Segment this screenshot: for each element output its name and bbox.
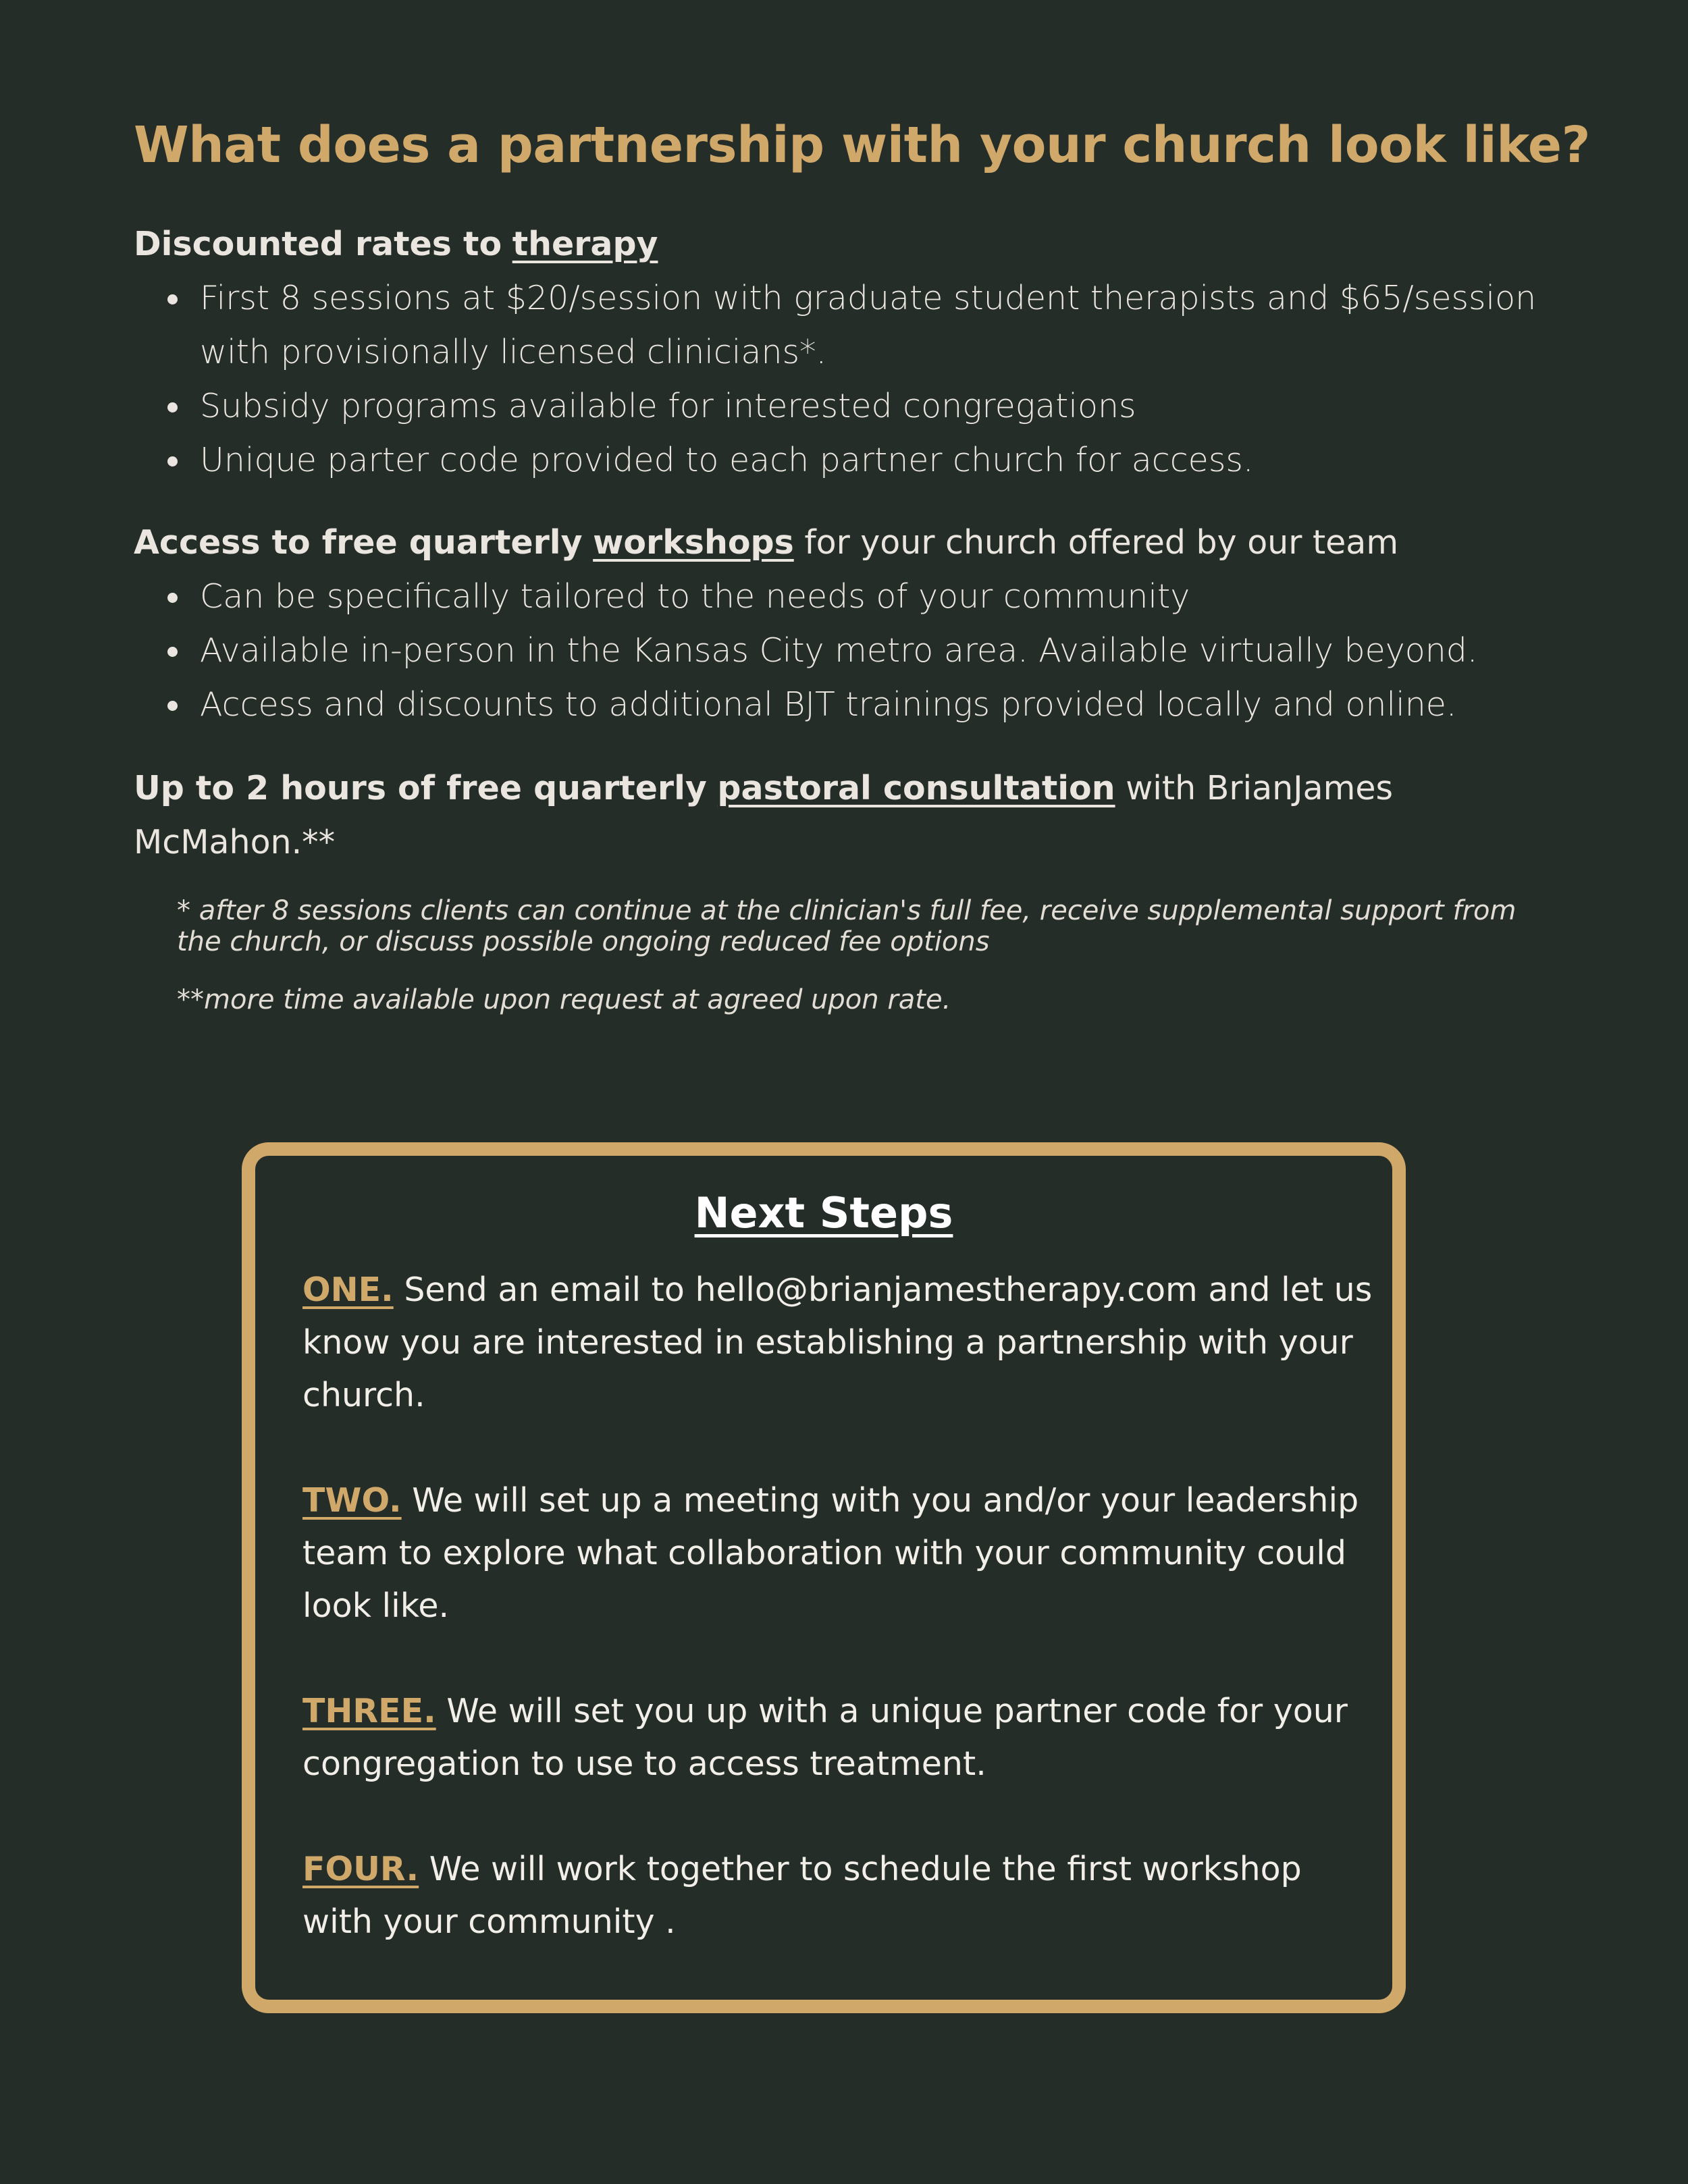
step-number: FOUR. [302, 1850, 419, 1888]
footnote-time: **more time available upon request at agreed upon rate. [177, 984, 951, 1015]
list-item: Can be specifically tailored to the needs of your community [134, 570, 1572, 624]
footnotes [177, 895, 1527, 1015]
section-heading [134, 217, 1572, 271]
next-steps-box [242, 1142, 1406, 2013]
list-item: Available in-person in the Kansas City metro area. Available virtually beyond. [134, 624, 1572, 678]
pastoral-consultation-link[interactable]: pastoral consultation [717, 769, 1115, 807]
section-workshops [134, 516, 1572, 732]
step-three [302, 1685, 1376, 1790]
section-heading-rest: for your church offered by our team [804, 523, 1399, 562]
list-item: Unique parter code provided to each partner church for access. [134, 433, 1572, 487]
therapy-link[interactable]: therapy [512, 225, 658, 263]
bullet-icon [167, 402, 178, 412]
bullet-list [134, 570, 1572, 732]
section-heading [134, 516, 1572, 570]
bullet-icon [167, 647, 178, 657]
section-heading-bold: Access to free quarterly [134, 523, 583, 562]
bullet-icon [167, 701, 178, 711]
step-text: We will set up a meeting with you and/or your leadership team to explore what collaboration with your community could look like. [302, 1481, 1359, 1625]
step-number: TWO. [302, 1481, 402, 1520]
step-number: THREE. [302, 1692, 436, 1730]
workshops-link[interactable]: workshops [593, 523, 794, 562]
section-therapy [134, 217, 1572, 487]
section-consultation [134, 762, 1572, 870]
section-heading-bold: Discounted rates to [134, 225, 502, 263]
bullet-icon [167, 294, 178, 304]
step-text: We will set you up with a unique partner code for your congregation to use to access treatment. [302, 1692, 1348, 1783]
bullet-icon [167, 456, 178, 467]
list-item: Access and discounts to additional BJT trainings provided locally and online. [134, 678, 1572, 732]
step-one [302, 1264, 1376, 1422]
step-four [302, 1843, 1376, 1948]
step-text: Send an email to hello@brianjamestherapy.com and let us know you are interested in establishing a partnership with your church. [302, 1271, 1373, 1414]
step-text: We will work together to schedule the first workshop with your community . [302, 1850, 1302, 1941]
step-two [302, 1474, 1376, 1632]
section-heading [134, 762, 1572, 870]
step-number: ONE. [302, 1271, 394, 1309]
list-item: First 8 sessions at $20/session with graduate student therapists and $65/session with provisionally licensed clinicians*. [134, 271, 1572, 379]
list-item: Subsidy programs available for interested congregations [134, 379, 1572, 433]
next-steps-title: Next Steps [694, 1188, 953, 1237]
page-title: What does a partnership with your church look like? [134, 116, 1591, 174]
bullet-icon [167, 593, 178, 603]
footnote-sessions: * after 8 sessions clients can continue at the clinician's full fee, receive supplemental support from the church, or discuss possible ongoing reduced fee options [177, 895, 1516, 957]
section-heading-rest: with BrianJames McMahon.** [134, 769, 1394, 861]
bullet-list [134, 271, 1572, 487]
section-heading-bold: Up to 2 hours of free quarterly [134, 769, 707, 807]
